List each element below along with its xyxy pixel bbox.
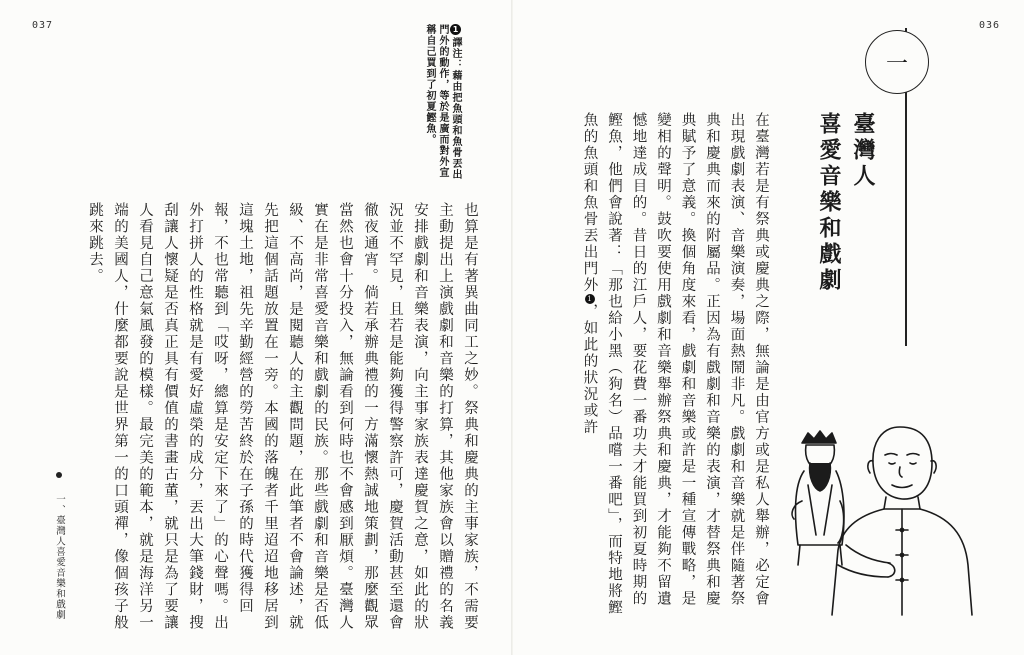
body-text: 也算是有著異曲同工之妙。祭典和慶典的主事家族，不需要主動提出上演戲劇和音樂的打算，其他家族會以贈禮的名義安排戲劇和音樂表演，向主事家族表達慶賀之意，如此的狀況並不罕見，且若是能夠獲得警察許可，慶賀活動甚至還會徹夜通宵。倘若承辦典禮的一方滿懷熱誠地策劃，那麼觀眾當然也會十分投入，無論看到何時也不會感到厭煩。臺灣人實在是非常喜愛音樂和戲劇的民族。那些戲劇和音樂是否低級、不高尚，是閱聽人的主觀問題，在此筆者不會論述，就先把這個話題放置在一旁。本國的落魄者千里迢迢地移居到這塊土地，祖先辛勤經營的勞苦終於在子孫的時代獲得回報，不也常聽到「哎呀，總算是安定下來了」的心聲嗎。出外打拼人的性格就是有愛好虛榮的成分，丟出大筆錢財，搜刮讓人懷疑是否真正具有價值的書畫古董，就只是為了要讓人看見自己意氣風發的模樣。最完美的範本，就是海洋另一端的美國人，什麼都要說是世界第一的口頭禪，像個孩子般跳來跳去。 [87, 202, 478, 631]
running-header-text: 一、臺灣人喜愛音樂和戲劇 [54, 494, 65, 620]
footnote [423, 24, 462, 184]
chapter-title-line-2: 喜愛音樂和戲劇 [816, 112, 842, 294]
chapter-title-line-1: 臺灣人 [850, 112, 876, 190]
body-text-main: 在臺灣若是有祭典或慶典之際，無論是由官方或是私人舉辦，必定會出現戲劇表演、音樂演奏，場面熱鬧非凡。戲劇和音樂就是伴隨著祭典和慶典而來的附屬品。正因為有戲劇和音樂的表演，才替祭典和慶典賦予了意義。換個角度來看，戲劇和音樂或許是一種宣傳戰略，是變相的聲明。鼓吹要使用戲劇和音樂舉辦祭典和慶典，才能夠不留遺憾地達成目的。昔日的江戶人，要花費一番功夫才能買到初夏時期的鰹魚，他們會說著：「那也給小黑（狗名）品嚐一番吧」，而特地將鰹魚的魚頭和魚骨丟出門外 [581, 112, 769, 617]
right-page [512, 0, 1024, 655]
footnote-reference: 1 [585, 294, 594, 303]
chapter-title [812, 112, 880, 332]
running-header [52, 472, 66, 622]
footnote-marker: 1 [451, 24, 460, 35]
body-text-tail: ，如此的狀況或許 [581, 303, 598, 436]
page-number: 037 [32, 20, 54, 31]
body-text [577, 112, 773, 622]
page-number: 036 [978, 20, 1000, 31]
bullet-icon [56, 472, 62, 478]
chapter-number: 一 [885, 51, 908, 77]
footnote-text: 譯注：藉由把魚頭和魚骨丟出門外的動作，等於是廣而對外宣稱自己買到了初夏鰹魚。 [424, 24, 461, 180]
puppeteer-illustration [780, 405, 990, 620]
chapter-number-badge [865, 30, 929, 94]
